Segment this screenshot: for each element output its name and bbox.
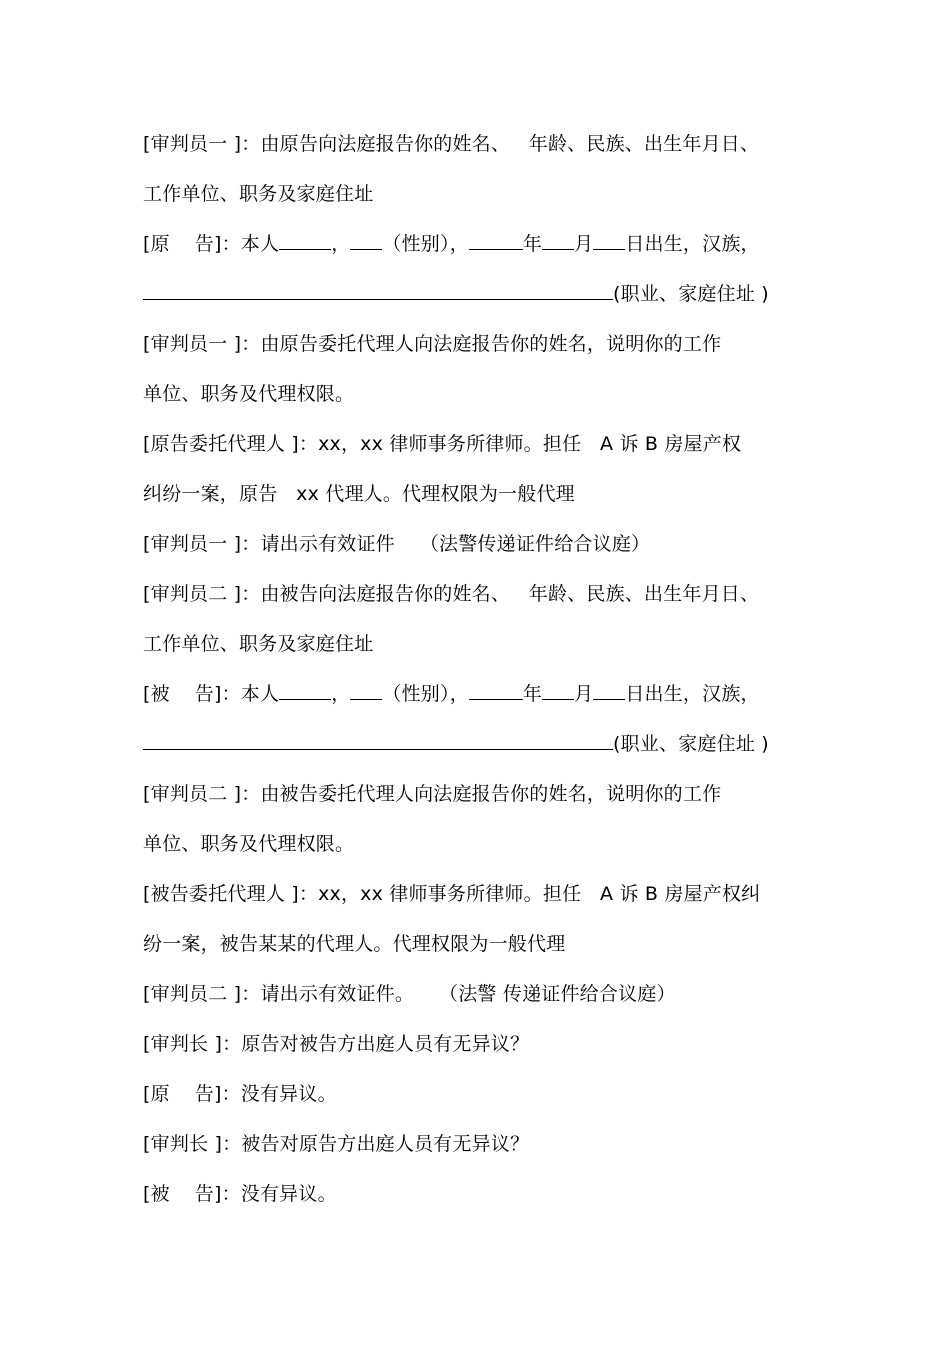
month-blank — [542, 679, 574, 700]
text-line: [审判员二 ]：请出示有效证件。 （法警 传递证件给合议庭） — [143, 983, 676, 1005]
text-line: [审判长 ]：原告对被告方出庭人员有无异议？ — [143, 1033, 530, 1055]
text-line: [被 告]：没有异议。 — [143, 1183, 337, 1205]
text-line: [原 告]：没有异议。 — [143, 1083, 337, 1105]
text-line: 单位、职务及代理权限。 — [143, 383, 355, 405]
text-segment: 月 — [574, 233, 594, 255]
year-blank — [469, 229, 523, 250]
text-segment: 年 — [522, 233, 543, 255]
sex-blank — [350, 679, 382, 700]
text-line: 纷一案，被告某某的代理人。代理权限为一般代理 — [143, 933, 566, 955]
text-line: 单位、职务及代理权限。 — [143, 833, 355, 855]
text-line: [审判员一 ]：请出示有效证件 （法警传递证件给合议庭） — [143, 533, 651, 555]
defendant-address-line — [143, 729, 769, 759]
text-segment: [原 告]：本人 — [143, 233, 280, 255]
address-blank — [143, 729, 613, 750]
plaintiff-info-line — [143, 229, 760, 259]
text-segment: ， — [331, 683, 351, 705]
text-segment: (职业、家庭住址 ) — [613, 733, 769, 755]
name-blank — [279, 679, 331, 700]
text-line: [原告委托代理人 ]：xx，xx 律师事务所律师。担任 A 诉 B 房屋产权 — [143, 433, 742, 455]
text-line: 工作单位、职务及家庭住址 — [143, 183, 374, 205]
text-segment: 日出生，汉族， — [625, 233, 760, 255]
text-line: 工作单位、职务及家庭住址 — [143, 633, 374, 655]
defendant-info-line — [143, 679, 760, 709]
year-blank — [469, 679, 523, 700]
text-line: [审判员二 ]：由被告委托代理人向法庭报告你的姓名，说明你的工作 — [143, 783, 722, 805]
text-segment: (职业、家庭住址 ) — [613, 283, 769, 305]
text-segment: [被 告]：本人 — [143, 683, 280, 705]
text-segment: （性别）， — [382, 683, 469, 705]
text-line: 纠纷一案，原告 xx 代理人。代理权限为一般代理 — [143, 483, 575, 505]
text-segment: ， — [331, 233, 351, 255]
text-segment: （性别）， — [382, 233, 469, 255]
text-line: [审判员一 ]：由原告向法庭报告你的姓名、 年龄、民族、出生年月日、 — [143, 133, 760, 155]
sex-blank — [350, 229, 382, 250]
text-segment: 年 — [522, 683, 543, 705]
plaintiff-address-line — [143, 279, 769, 309]
text-line: [被告委托代理人 ]：xx，xx 律师事务所律师。担任 A 诉 B 房屋产权纠 — [143, 883, 761, 905]
month-blank — [542, 229, 574, 250]
day-blank — [593, 229, 625, 250]
day-blank — [593, 679, 625, 700]
text-line: [审判长 ]：被告对原告方出庭人员有无异议？ — [143, 1133, 530, 1155]
text-segment: 月 — [574, 683, 594, 705]
text-segment: 日出生，汉族， — [625, 683, 760, 705]
name-blank — [279, 229, 331, 250]
text-line: [审判员二 ]：由被告向法庭报告你的姓名、 年龄、民族、出生年月日、 — [143, 583, 760, 605]
text-line: [审判员一 ]：由原告委托代理人向法庭报告你的姓名，说明你的工作 — [143, 333, 722, 355]
address-blank — [143, 279, 613, 300]
